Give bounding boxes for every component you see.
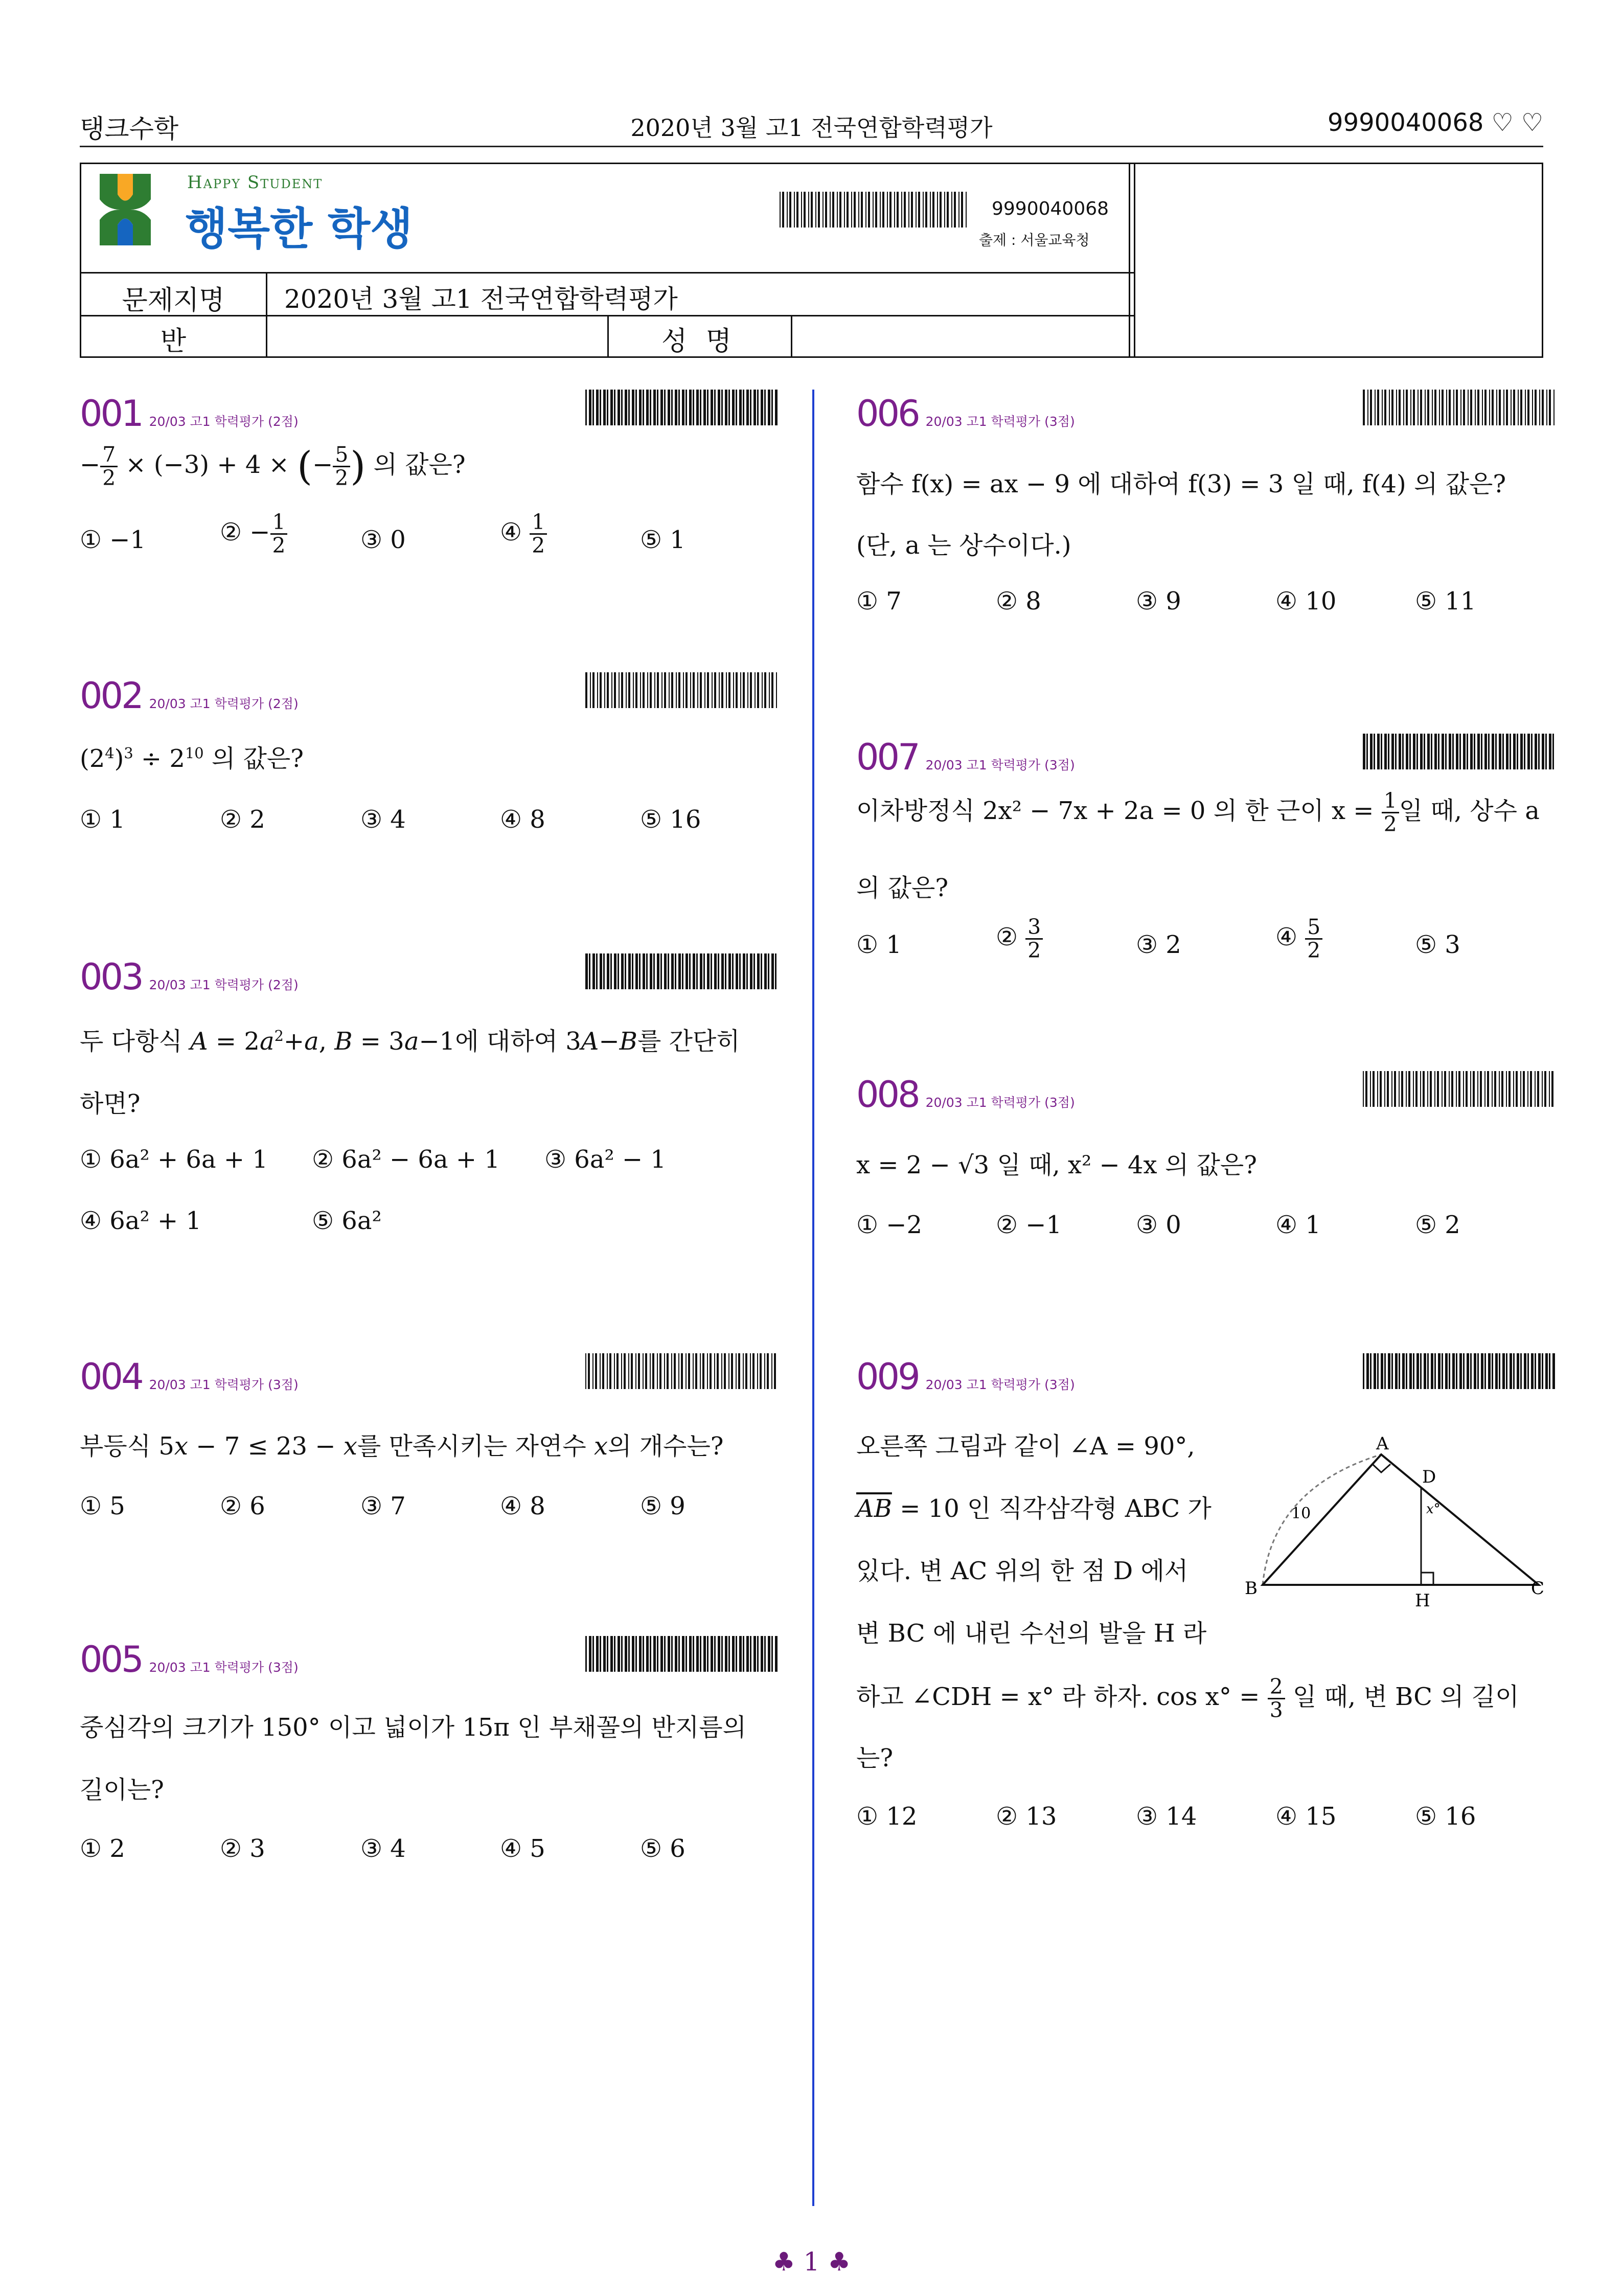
problem-meta: 20/03 고1 학력평가 (3점): [149, 1377, 299, 1392]
choice-5[interactable]: ⑤ 2: [1415, 1211, 1460, 1239]
choice-3[interactable]: ③ 0: [360, 526, 406, 554]
problem-number: 007: [856, 736, 919, 778]
barcode-icon: [780, 192, 969, 228]
cell-line: [791, 315, 792, 358]
problem-number: 001: [80, 393, 142, 435]
name-label: 성 명: [661, 326, 737, 357]
problem-text: $(2^4)^3 \div 2^{10}$ 의 값은?: [80, 744, 304, 773]
problem-header: [80, 675, 299, 717]
choice-5[interactable]: ⑤ 16: [640, 805, 701, 834]
problem-header: [80, 393, 299, 435]
choice-5[interactable]: ⑤ 1: [640, 526, 685, 554]
choice-3[interactable]: ③ 4: [360, 805, 406, 834]
cell-line: [266, 272, 267, 358]
problem-header: [856, 1074, 1075, 1116]
publisher: 출제 : 서울교육청: [979, 232, 1090, 248]
problem-text: 함수 f(x) = ax − 9 에 대하여 f(3) = 3 일 때, f(4) 의 값은?: [856, 470, 1506, 498]
problem-text-line2: $\overline{AB} = 10$ 인 직각삼각형 ABC 가: [856, 1494, 1211, 1523]
header-rule: [80, 146, 1543, 147]
label-d: D: [1422, 1467, 1436, 1487]
choice-1[interactable]: ① 12: [856, 1802, 918, 1831]
choice-2[interactable]: ② 6: [220, 1492, 265, 1520]
problem-text-line3: 있다. 변 AC 위의 한 점 D 에서: [856, 1557, 1188, 1585]
choice-3[interactable]: ③ 2: [1136, 930, 1181, 959]
column-divider: [812, 390, 814, 2206]
problem-header: [856, 1356, 1075, 1398]
problem-meta: 20/03 고1 학력평가 (3점): [925, 1095, 1075, 1110]
logo-korean: 행복한 학생: [185, 203, 413, 255]
choice-4[interactable]: ④ 15: [1275, 1802, 1337, 1831]
problem-text-line2: (단, a 는 상수이다.): [856, 531, 1071, 560]
choice-2[interactable]: ② 13: [996, 1802, 1057, 1831]
barcode-icon: [585, 953, 780, 989]
problem-text-line2: 길이는?: [80, 1776, 164, 1804]
choice-3[interactable]: ③ 6a² − 1: [544, 1145, 666, 1174]
problem-header: [80, 956, 299, 998]
choice-1[interactable]: ① 1: [856, 930, 902, 959]
label-a: A: [1376, 1434, 1389, 1454]
happy-student-logo-icon: [97, 171, 153, 248]
problem-number: 002: [80, 675, 142, 717]
choice-1[interactable]: ① 2: [80, 1834, 125, 1863]
choice-4[interactable]: ④ 1: [1275, 1211, 1321, 1239]
problem-suffix: 의 값은?: [211, 744, 304, 773]
choice-4[interactable]: ④ $\frac{5}{2}$: [1275, 916, 1322, 962]
choice-1[interactable]: ① −1: [80, 526, 146, 554]
problem-number: 009: [856, 1356, 919, 1398]
class-label: 반: [160, 326, 187, 357]
problem-meta: 20/03 고1 학력평가 (2점): [149, 414, 299, 429]
choice-5[interactable]: ⑤ 9: [640, 1492, 685, 1520]
choice-1[interactable]: ① 6a² + 6a + 1: [80, 1145, 268, 1174]
problem-header: [856, 393, 1075, 435]
header-publisher: 탱크수학: [80, 114, 179, 144]
choice-5[interactable]: ⑤ 6a²: [312, 1207, 382, 1235]
problem-suffix: 의 값은?: [373, 450, 466, 479]
header-exam-title: 2020년 3월 고1 전국연합학력평가: [630, 114, 993, 142]
choice-1[interactable]: ① −2: [856, 1211, 923, 1239]
choice-5[interactable]: ⑤ 3: [1415, 930, 1460, 959]
info-row-line: [80, 272, 1135, 274]
logo-english: Happy Student: [187, 172, 323, 193]
choice-4[interactable]: ④ 8: [500, 1492, 545, 1520]
problem-header: [80, 1356, 299, 1398]
topic-label: 문제지명: [122, 285, 225, 316]
title-divider: [1129, 163, 1130, 358]
label-h: H: [1415, 1590, 1430, 1610]
triangle-figure: [1242, 1431, 1549, 1610]
barcode-icon: [1363, 390, 1557, 425]
problem-number: 005: [80, 1639, 142, 1680]
barcode-icon: [1363, 1071, 1557, 1107]
label-angle-x: x°: [1426, 1502, 1441, 1517]
choice-3[interactable]: ③ 0: [1136, 1211, 1181, 1239]
barcode-icon: [585, 672, 780, 708]
problem-text: 두 다항식 $A = 2a^2+a$, B = 3a−1에 대하여 3A−B를 간단히: [80, 1027, 740, 1056]
problem-meta: 20/03 고1 학력평가 (3점): [925, 414, 1075, 429]
problem-text-line5: 하고 ∠CDH = x° 라 하자. cos x° = $\frac{2}{3}$ 일 때, 변 BC 의 길이: [856, 1674, 1519, 1722]
problem-meta: 20/03 고1 학력평가 (3점): [925, 1377, 1075, 1392]
choice-4[interactable]: ④ 6a² + 1: [80, 1207, 201, 1235]
choice-4[interactable]: ④ 10: [1275, 587, 1337, 616]
title-divider-inner: [1134, 163, 1135, 358]
page-footer: ♣ 1 ♣: [772, 2247, 851, 2277]
choice-2[interactable]: ② − $\frac{1}{2}$: [220, 511, 287, 557]
choice-4[interactable]: ④ 8: [500, 805, 545, 834]
choice-4[interactable]: ④ 5: [500, 1834, 545, 1863]
header-code: 9990040068 ♡ ♡: [1328, 108, 1543, 137]
exam-code: 9990040068: [992, 198, 1109, 219]
choice-2[interactable]: ② 3: [220, 1834, 265, 1863]
label-b: B: [1245, 1578, 1258, 1599]
choice-2[interactable]: ② 2: [220, 805, 265, 834]
problem-text: 부등식 5x − 7 ≤ 23 − x를 만족시키는 자연수 x의 개수는?: [80, 1432, 724, 1461]
problem-meta: 20/03 고1 학력평가 (3점): [925, 758, 1075, 772]
problem-text-line2: 하면?: [80, 1089, 141, 1118]
barcode-icon: [1363, 734, 1557, 769]
choice-3[interactable]: ③ 9: [1136, 587, 1181, 616]
problem-meta: 20/03 고1 학력평가 (2점): [149, 696, 299, 711]
problem-text: 오른쪽 그림과 같이 ∠A = 90°,: [856, 1432, 1195, 1461]
choice-3[interactable]: ③ 4: [360, 1834, 406, 1863]
choice-1[interactable]: ① 1: [80, 805, 125, 834]
problem-header: [80, 1639, 299, 1680]
choice-5[interactable]: ⑤ 6: [640, 1834, 685, 1863]
choice-2[interactable]: ② −1: [996, 1211, 1062, 1239]
problem-text: 이차방정식 2x² − 7x + 2a = 0 의 한 근이 x = $\frac{1}{2}$ 일 때, 상수 a: [856, 788, 1540, 836]
problem-text: 중심각의 크기가 150° 이고 넓이가 15π 인 부채꼴의 반지름의: [80, 1713, 747, 1742]
problem-number: 008: [856, 1074, 919, 1116]
choice-5[interactable]: ⑤ 11: [1415, 587, 1476, 616]
problem-header: [856, 736, 1075, 778]
problem-number: 004: [80, 1356, 142, 1398]
problem-text: − $\frac{7}{2}$ × (−3) + 4 × (− $\frac{5}{2}$ ) 의 값은?: [80, 442, 466, 490]
barcode-icon: [1363, 1353, 1557, 1389]
problem-meta: 20/03 고1 학력평가 (2점): [149, 977, 299, 992]
problem-number: 003: [80, 956, 142, 998]
choice-5[interactable]: ⑤ 16: [1415, 1802, 1476, 1831]
choice-3[interactable]: ③ 7: [360, 1492, 406, 1520]
choice-2[interactable]: ② 8: [996, 587, 1041, 616]
label-side-ab: 10: [1291, 1505, 1311, 1522]
problem-text: x = 2 − √3 일 때, x² − 4x 의 값은?: [856, 1151, 1257, 1179]
barcode-icon: [585, 1353, 780, 1389]
choice-2[interactable]: ② 6a² − 6a + 1: [312, 1145, 500, 1174]
barcode-icon: [585, 1636, 780, 1672]
topic-value: 2020년 3월 고1 전국연합학력평가: [284, 284, 678, 314]
choice-1[interactable]: ① 7: [856, 587, 902, 616]
choice-2[interactable]: ② $\frac{3}{2}$: [996, 916, 1043, 962]
problem-text-line6: 는?: [856, 1744, 894, 1772]
problem-text-line4: 변 BC 에 내린 수선의 발을 H 라: [856, 1619, 1207, 1648]
choice-4[interactable]: ④ $\frac{1}{2}$: [500, 511, 547, 557]
problem-text-line2: 의 값은?: [856, 874, 949, 902]
choice-3[interactable]: ③ 14: [1136, 1802, 1197, 1831]
label-c: C: [1531, 1578, 1545, 1599]
choice-1[interactable]: ① 5: [80, 1492, 125, 1520]
problem-meta: 20/03 고1 학력평가 (3점): [149, 1660, 299, 1675]
barcode-icon: [585, 390, 780, 425]
problem-number: 006: [856, 393, 919, 435]
